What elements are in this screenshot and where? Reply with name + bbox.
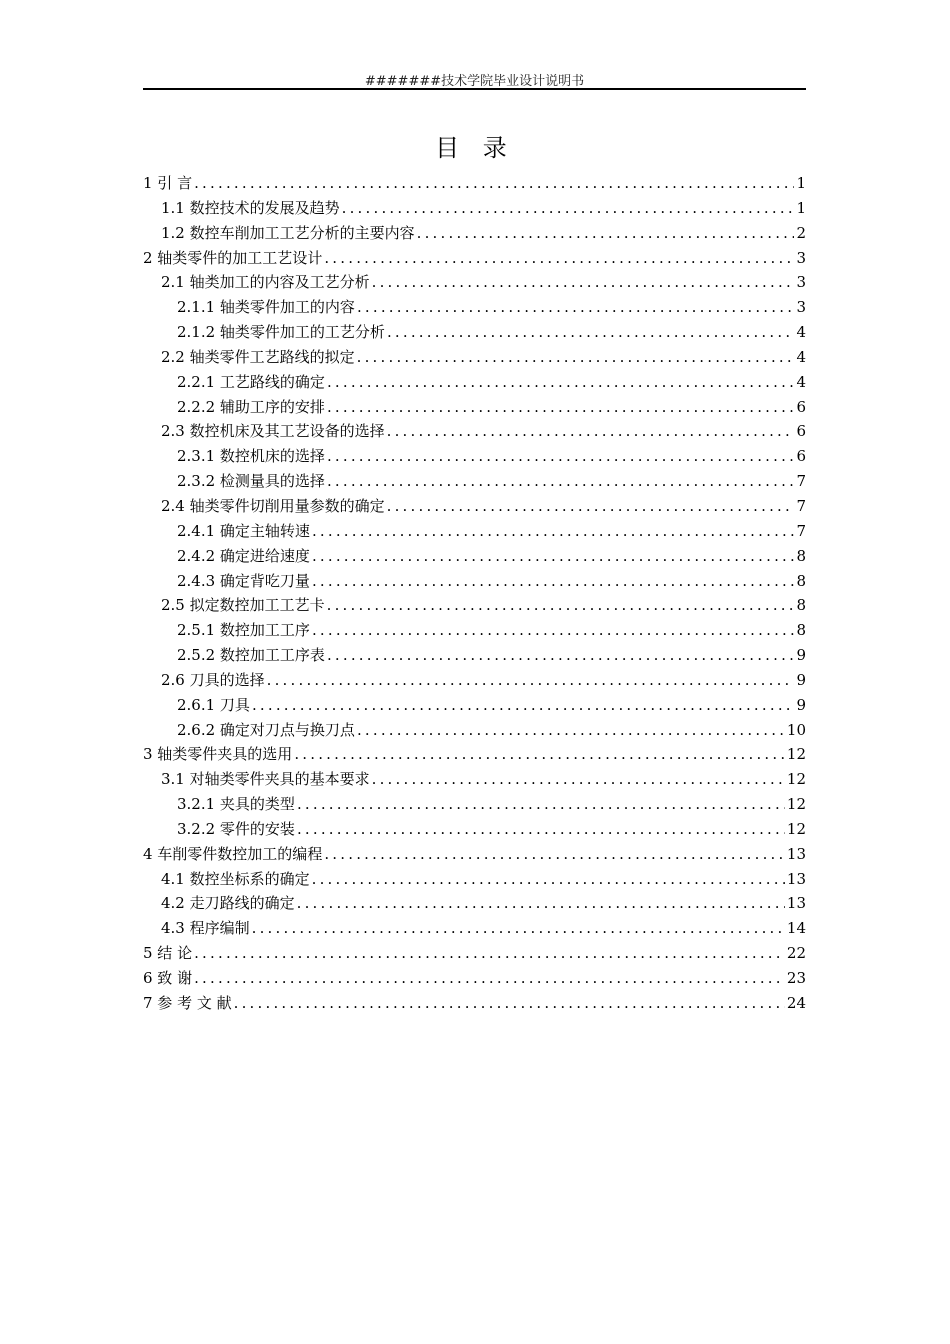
toc-entry-label: 2.6 刀具的选择 <box>161 670 265 689</box>
toc-entry[interactable] <box>143 370 806 395</box>
toc-dot-leader <box>342 196 795 221</box>
toc-entry[interactable] <box>143 966 806 991</box>
toc-entry-label: 4 车削零件数控加工的编程 <box>143 844 323 863</box>
toc-entry-page: 4 <box>796 323 806 342</box>
toc-entry-label: 7 参 考 文 献 <box>143 993 232 1012</box>
toc-entry[interactable] <box>143 395 806 420</box>
toc-dot-leader <box>297 817 785 842</box>
toc-entry[interactable] <box>143 569 806 594</box>
toc-entry[interactable] <box>143 618 806 643</box>
toc-entry-label: 1.1 数控技术的发展及趋势 <box>161 198 340 217</box>
toc-dot-leader <box>312 618 795 643</box>
toc-entry-page: 3 <box>796 248 806 267</box>
toc-entry-label: 3 轴类零件夹具的选用 <box>143 745 293 764</box>
toc-entry-page: 22 <box>786 944 806 963</box>
toc-entry[interactable] <box>143 295 806 320</box>
toc-entry[interactable] <box>143 444 806 469</box>
toc-entry-page: 9 <box>796 646 806 665</box>
toc-entry-page: 3 <box>796 298 806 317</box>
toc-entry[interactable] <box>143 991 806 1016</box>
toc-entry-label: 2.5 拟定数控加工工艺卡 <box>161 596 325 615</box>
toc-entry-label: 2.5.2 数控加工工序表 <box>177 646 325 665</box>
toc-entry[interactable] <box>143 196 806 221</box>
toc-entry-page: 24 <box>786 993 806 1012</box>
toc-dot-leader <box>372 270 795 295</box>
toc-entry[interactable] <box>143 916 806 941</box>
toc-entry-page: 13 <box>786 894 806 913</box>
toc-entry[interactable] <box>143 494 806 519</box>
toc-entry-page: 12 <box>786 795 806 814</box>
toc-entry-page: 6 <box>796 397 806 416</box>
toc-entry-label: 2.2 轴类零件工艺路线的拟定 <box>161 347 355 366</box>
toc-dot-leader <box>372 767 785 792</box>
toc-entry-label: 1.2 数控车削加工工艺分析的主要内容 <box>161 223 415 242</box>
toc-entry-page: 12 <box>786 770 806 789</box>
toc-dot-leader <box>327 643 795 668</box>
toc-entry-label: 4.2 走刀路线的确定 <box>161 894 295 913</box>
toc-dot-leader <box>327 370 795 395</box>
toc-dot-leader <box>357 295 795 320</box>
toc-entry-page: 12 <box>786 745 806 764</box>
toc-dot-leader <box>327 395 795 420</box>
toc-entry[interactable] <box>143 171 806 196</box>
toc-entry-label: 1 引 言 <box>143 174 193 192</box>
toc-dot-leader <box>327 444 795 469</box>
toc-entry[interactable] <box>143 693 806 718</box>
toc-entry-label: 3.2.2 零件的安装 <box>177 819 295 838</box>
toc-entry-label: 2.2.2 辅助工序的安排 <box>177 397 325 416</box>
toc-entry-page: 8 <box>796 596 806 615</box>
toc-entry-page: 12 <box>786 819 806 838</box>
toc-dot-leader <box>417 221 795 246</box>
toc-entry-page: 8 <box>796 571 806 590</box>
toc-entry[interactable] <box>143 270 806 295</box>
toc-dot-leader <box>312 544 795 569</box>
toc-entry[interactable] <box>143 469 806 494</box>
toc-dot-leader <box>327 469 795 494</box>
toc-entry[interactable] <box>143 718 806 743</box>
toc-dot-leader <box>324 842 785 867</box>
toc-dot-leader <box>312 569 795 594</box>
toc-dot-leader <box>252 916 785 941</box>
toc-entry-page: 7 <box>796 496 806 515</box>
toc-entry-label: 2.1.2 轴类零件加工的工艺分析 <box>177 323 385 342</box>
toc-entry-label: 2 轴类零件的加工工艺设计 <box>143 248 323 267</box>
toc-entry-label: 2.3.2 检测量具的选择 <box>177 472 325 491</box>
table-of-contents <box>143 171 806 1016</box>
toc-dot-leader <box>194 171 794 196</box>
toc-entry[interactable] <box>143 593 806 618</box>
toc-entry-label: 2.4.3 确定背吃刀量 <box>177 571 310 590</box>
toc-entry[interactable] <box>143 320 806 345</box>
toc-dot-leader <box>297 891 785 916</box>
toc-entry[interactable] <box>143 519 806 544</box>
toc-dot-leader <box>387 320 795 345</box>
toc-title: 目 录 <box>435 134 515 162</box>
toc-entry-page: 4 <box>796 347 806 366</box>
toc-dot-leader <box>387 494 795 519</box>
toc-entry-page: 9 <box>796 670 806 689</box>
toc-entry-page: 8 <box>796 546 806 565</box>
toc-entry-page: 23 <box>786 969 806 987</box>
toc-dot-leader <box>294 742 785 767</box>
toc-dot-leader <box>387 419 795 444</box>
toc-dot-leader <box>234 991 785 1016</box>
toc-entry[interactable] <box>143 345 806 370</box>
header-rule <box>143 88 806 90</box>
toc-entry[interactable] <box>143 941 806 966</box>
toc-entry-page: 13 <box>786 844 806 863</box>
toc-entry-label: 2.3.1 数控机床的选择 <box>177 447 325 466</box>
toc-dot-leader <box>357 718 785 743</box>
page-header: #######技术学院毕业设计说明书 <box>364 74 585 89</box>
toc-entry[interactable] <box>143 246 806 271</box>
toc-entry[interactable] <box>143 643 806 668</box>
toc-entry[interactable] <box>143 544 806 569</box>
toc-entry-label: 4.1 数控坐标系的确定 <box>161 869 310 888</box>
toc-entry-page: 8 <box>796 621 806 640</box>
toc-dot-leader <box>327 593 795 618</box>
toc-entry-label: 2.6.2 确定对刀点与换刀点 <box>177 720 355 739</box>
toc-entry-label: 2.1 轴类加工的内容及工艺分析 <box>161 273 370 292</box>
toc-entry-label: 2.4.2 确定进给速度 <box>177 546 310 565</box>
toc-entry-page: 2 <box>796 223 806 242</box>
toc-entry[interactable] <box>143 767 806 792</box>
toc-entry-label: 3.2.1 夹具的类型 <box>177 795 295 814</box>
toc-entry-page: 3 <box>796 273 806 292</box>
toc-entry[interactable] <box>143 867 806 892</box>
toc-dot-leader <box>194 966 785 991</box>
toc-entry-page: 1 <box>796 174 806 192</box>
toc-entry[interactable] <box>143 742 806 767</box>
toc-dot-leader <box>312 867 785 892</box>
toc-entry-label: 2.5.1 数控加工工序 <box>177 621 310 640</box>
toc-entry-page: 14 <box>786 919 806 938</box>
toc-entry-label: 2.3 数控机床及其工艺设备的选择 <box>161 422 385 441</box>
toc-dot-leader <box>267 668 795 693</box>
toc-entry[interactable] <box>143 221 806 246</box>
toc-dot-leader <box>324 246 794 271</box>
toc-entry-page: 13 <box>786 869 806 888</box>
toc-entry[interactable] <box>143 668 806 693</box>
toc-entry-page: 4 <box>796 372 806 391</box>
toc-entry-page: 6 <box>796 447 806 466</box>
toc-entry-page: 10 <box>786 720 806 739</box>
toc-entry-page: 1 <box>796 198 806 217</box>
toc-entry-label: 2.6.1 刀具 <box>177 695 250 714</box>
toc-dot-leader <box>297 792 785 817</box>
toc-entry-label: 2.2.1 工艺路线的确定 <box>177 372 325 391</box>
toc-entry-label: 3.1 对轴类零件夹具的基本要求 <box>161 770 370 789</box>
toc-entry-label: 6 致 谢 <box>143 969 193 987</box>
toc-entry-label: 2.4.1 确定主轴转速 <box>177 521 310 540</box>
toc-entry-page: 7 <box>796 521 806 540</box>
toc-dot-leader <box>357 345 795 370</box>
toc-entry[interactable] <box>143 419 806 444</box>
toc-entry[interactable] <box>143 792 806 817</box>
toc-entry-label: 4.3 程序编制 <box>161 919 250 938</box>
toc-entry[interactable] <box>143 842 806 867</box>
toc-dot-leader <box>312 519 795 544</box>
toc-entry[interactable] <box>143 817 806 842</box>
toc-entry-page: 6 <box>796 422 806 441</box>
toc-entry-page: 7 <box>796 472 806 491</box>
toc-entry[interactable] <box>143 891 806 916</box>
toc-entry-label: 2.4 轴类零件切削用量参数的确定 <box>161 496 385 515</box>
toc-entry-label: 2.1.1 轴类零件加工的内容 <box>177 298 355 317</box>
toc-entry-label: 5 结 论 <box>143 944 193 963</box>
toc-dot-leader <box>252 693 795 718</box>
toc-entry-page: 9 <box>796 695 806 714</box>
toc-dot-leader <box>194 941 785 966</box>
